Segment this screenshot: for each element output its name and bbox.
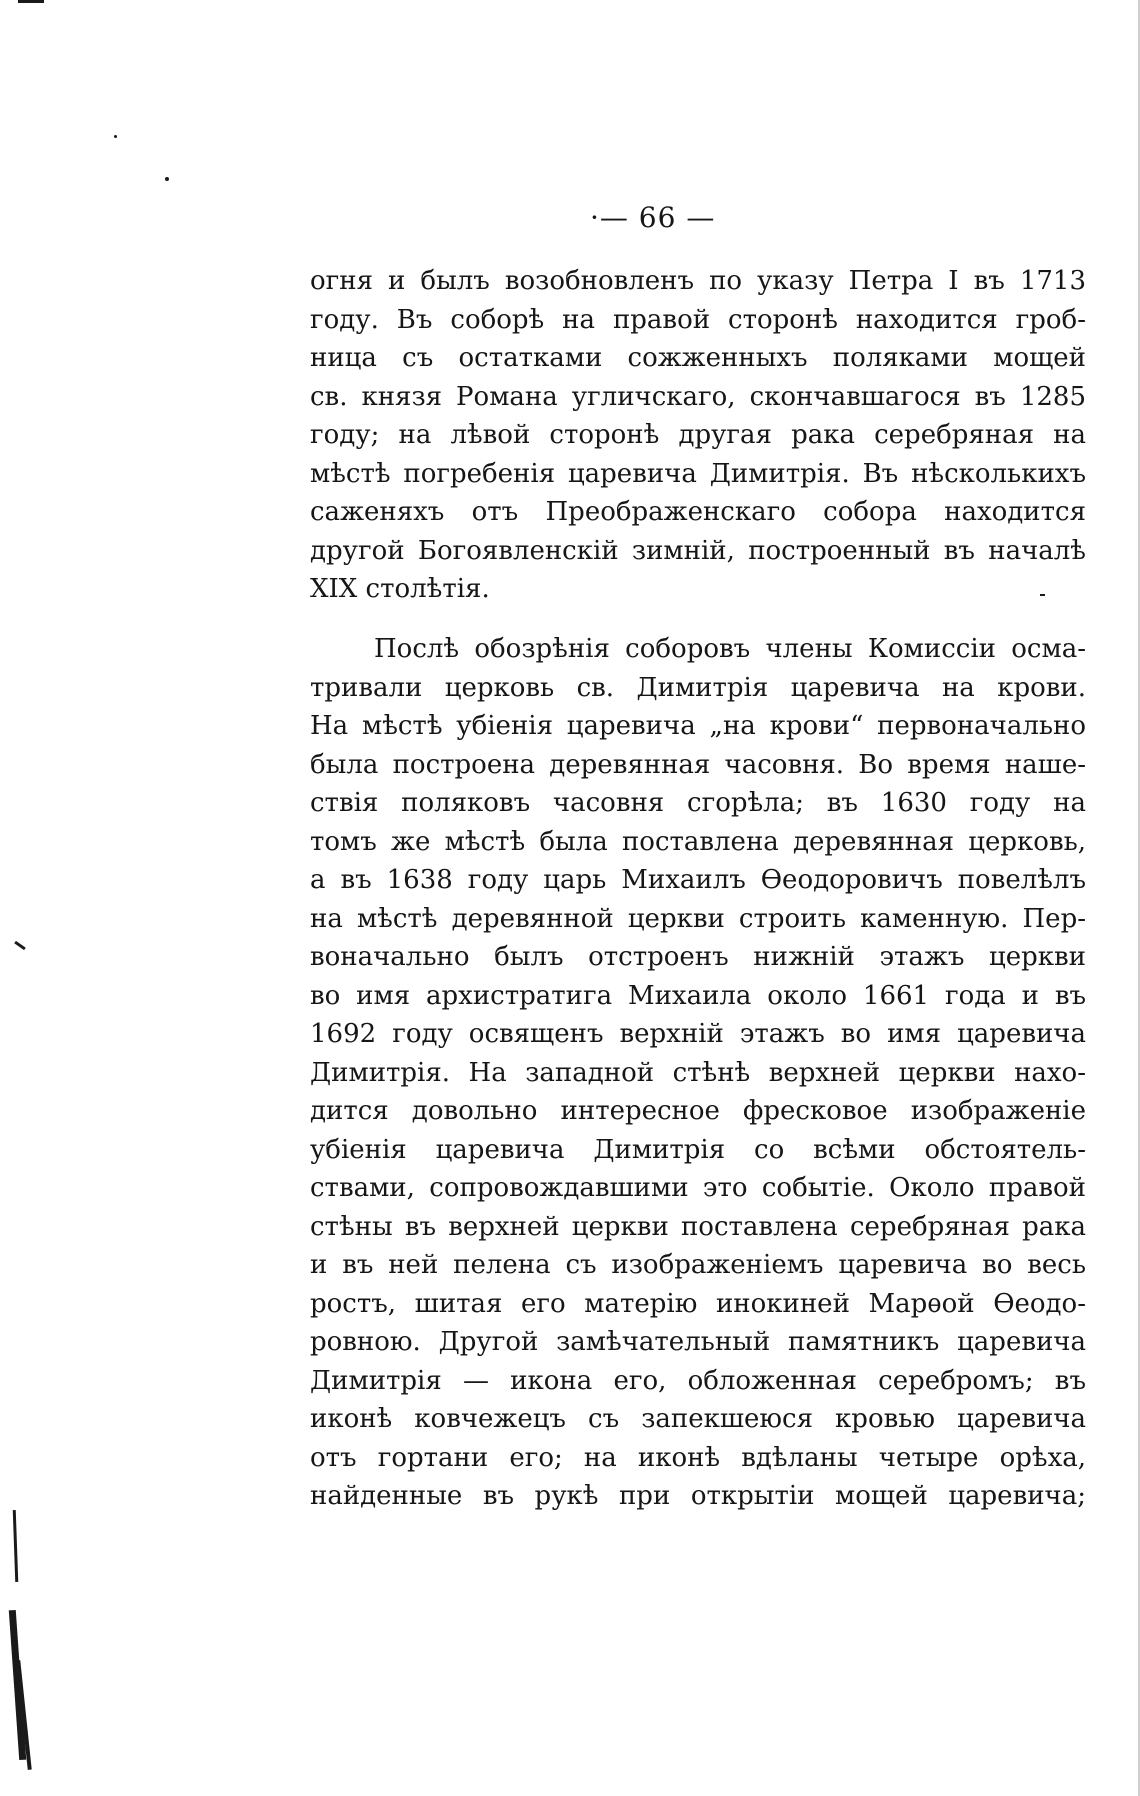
text-line: ница съ остатками сожженныхъ поляками мощей — [310, 343, 1086, 373]
text-line: найденные въ рукѣ при открытіи мощей царевича; — [310, 1481, 1086, 1511]
page-number: ·— 66 — — [590, 201, 716, 234]
text-line: томъ же мѣстѣ была поставлена деревянная церковь, — [310, 826, 1086, 857]
text-line: году. Въ соборѣ на правой сторонѣ находится гроб- — [310, 304, 1086, 335]
text-line: другой Богоявленскій зимній, построенный въ началѣ — [310, 535, 1086, 566]
text-line: огня и былъ возобновленъ по указу Петра I въ 1713 — [310, 266, 1086, 296]
text-line: воначально былъ отстроенъ нижній этажъ церкви — [310, 942, 1086, 972]
text-line: Димитрія. На западной стѣнѣ верхней церкви нахо- — [310, 1057, 1086, 1088]
text-line: и въ ней пелена съ изображеніемъ царевича во весь — [310, 1250, 1086, 1280]
text-line: стѣны въ верхней церкви поставлена серебряная рака — [310, 1211, 1086, 1242]
text-line: Димитрія — икона его, обложенная серебромъ; въ — [310, 1365, 1086, 1396]
text-line: св. князя Романа угличскаго, скончавшагося въ 1285 — [310, 381, 1086, 412]
scan-binding-line — [13, 1510, 19, 1582]
text-line: тривали церковь св. Димитрія царевича на крови. — [310, 672, 1086, 703]
text-line: отъ гортани его; на иконѣ вдѣланы четыре орѣха, — [310, 1442, 1086, 1473]
text-line: ростъ, шитая его матерію инокиней Марѳой Ѳеодо- — [310, 1288, 1086, 1319]
text-line: ствами, сопровождавшими это событіе. Около правой — [310, 1173, 1086, 1203]
text-line: ствія поляковъ часовня сгорѣла; въ 1630 году на — [310, 788, 1086, 818]
text-line: На мѣстѣ убіенія царевича „на крови“ первоначально — [310, 711, 1086, 741]
text-line: саженяхъ отъ Преображенскаго собора находится — [310, 497, 1086, 527]
scan-dot — [165, 177, 169, 181]
text-line: году; на лѣвой сторонѣ другая рака серебряная на — [310, 420, 1086, 450]
text-line: 1692 году освященъ верхній этажъ во имя царевича — [310, 1019, 1086, 1049]
text-line: а въ 1638 году царь Михаилъ Ѳеодоровичъ повелѣлъ — [310, 865, 1086, 895]
text-line: Послѣ обозрѣнія соборовъ члены Комиссіи осма- — [374, 634, 1086, 664]
text-line: на мѣстѣ деревянной церкви строить каменную. Пер- — [310, 903, 1086, 934]
text-line: ровною. Другой замѣчательный памятникъ царевича — [310, 1327, 1086, 1357]
scan-tick — [14, 941, 26, 950]
scan-mark-top-left — [18, 0, 44, 3]
text-line: мѣстѣ погребенія царевича Димитрія. Въ нѣсколькихъ — [310, 458, 1086, 489]
text-line: убіенія царевича Димитрія со всѣми обстоятель- — [310, 1134, 1086, 1165]
scan-dot — [114, 135, 117, 138]
text-line: дится довольно интересное фресковое изображеніе — [310, 1096, 1086, 1126]
text-line: во имя архистратига Михаила около 1661 года и въ — [310, 980, 1086, 1011]
paragraph-1 — [310, 262, 1086, 609]
paragraph-2 — [310, 630, 1086, 1516]
text-line: была построена деревянная часовня. Во время наше- — [310, 749, 1086, 780]
text-line: иконѣ ковчежецъ съ запекшеюся кровью царевича — [310, 1404, 1086, 1434]
text-line: XIX столѣтія. — [310, 574, 490, 604]
